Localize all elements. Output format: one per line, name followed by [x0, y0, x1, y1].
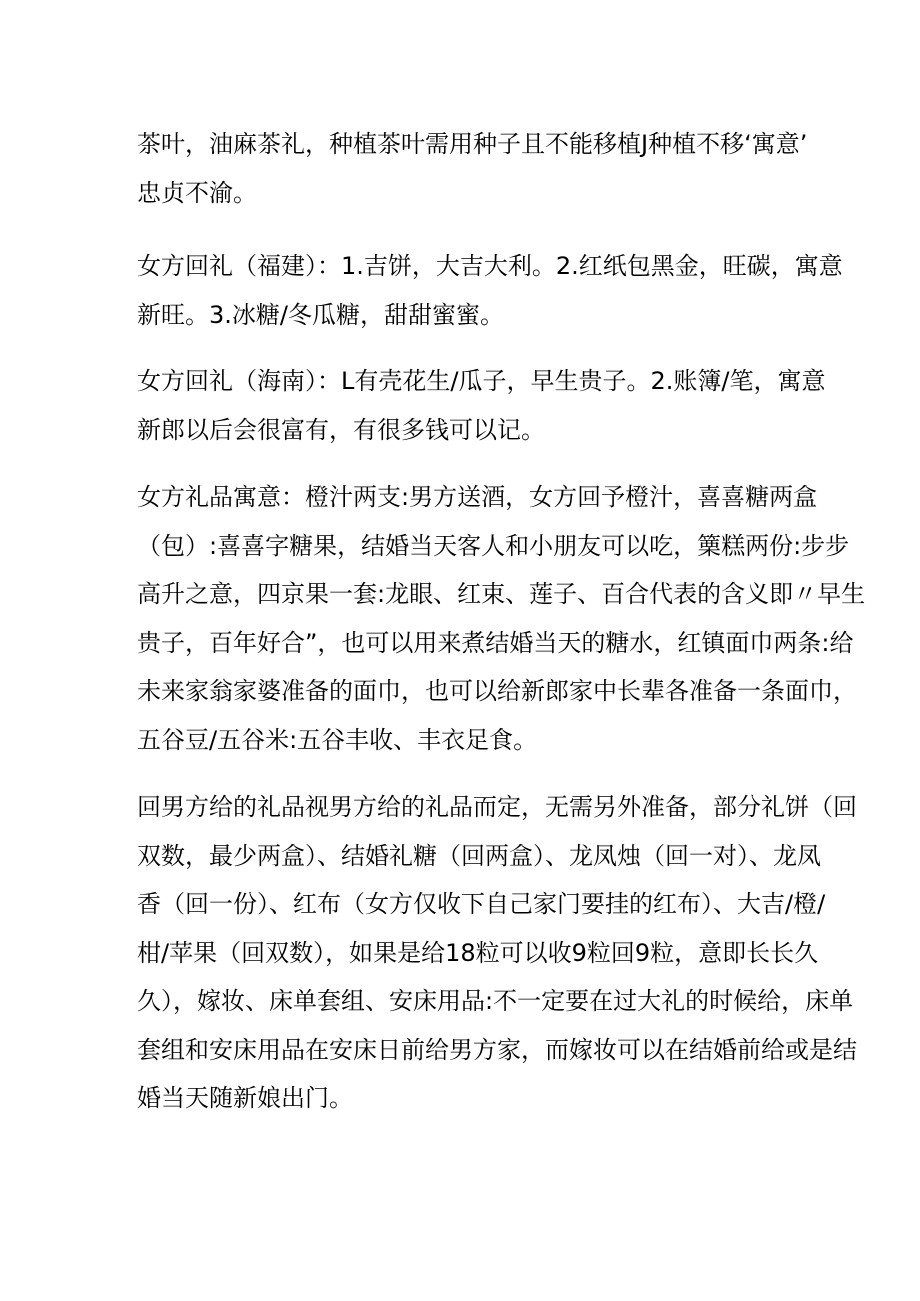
- text-line: 婚当天随新娘出门。: [137, 1084, 353, 1112]
- text-line: 香（回一份）、红布（女方仅收下自己家门要挂的红布）、大吉/橙/: [137, 890, 826, 918]
- text-line: 忠贞不渝。: [137, 178, 257, 207]
- paragraph-gift-meanings: [137, 473, 865, 764]
- text-line: 贵子，百年好合”，也可以用来煮结婚当天的糖水，红镇面巾两条:给: [137, 628, 854, 657]
- text-line: 未来家翁家婆准备的面巾，也可以给新郎家中长辈各准备一条面巾，: [137, 677, 857, 705]
- text-line: 双数，最少两盒）、结婚礼糖（回两盒）、龙凤烛（回一对）、龙凤: [137, 841, 821, 870]
- text-line: 柑/苹果（回双数），如果是给18粒可以收9粒回9粒，意即长长久: [137, 938, 819, 967]
- paragraph-return-to-groom: [137, 783, 857, 1123]
- text-line: 高升之意，四京果一套:龙眼、红束、莲子、百合代表的含义即〃早生: [137, 580, 866, 608]
- text-line: （包）:喜喜字糖果，结婚当天客人和小朋友可以吃，篥糕两份:步步: [137, 531, 850, 560]
- text-line: 五谷豆/五谷米:五谷丰收、丰衣足食。: [137, 725, 538, 754]
- text-line: 新郎以后会很富有，有很多钱可以记。: [137, 415, 545, 444]
- text-line: 回男方给的礼品视男方给的礼品而定，无需另外准备，部分礼饼（回: [137, 793, 857, 821]
- paragraph-hainan-return-gift: [137, 357, 825, 454]
- text-line: 女方回礼（福建）：1.吉饼，大吉大利。2.红纸包黑金，旺碳，寓意: [137, 252, 843, 280]
- text-line: 茶叶，油麻茶礼，种植茶叶需用种子且不能移植J种植不移‘寓意’: [137, 130, 808, 158]
- text-line: 女方回礼（海南）：L有壳花生/瓜子，早生贵子。2.账簿/笔，寓意: [137, 367, 826, 395]
- text-line: 久），嫁妆、床单套组、安床用品:不一定要在过大礼的时候给，床单: [137, 987, 854, 1015]
- text-line: 女方礼品寓意：橙汁两支:男方送酒，女方回予橙汁，喜喜糖两盒: [137, 483, 818, 511]
- paragraph-tea-gift: [137, 120, 807, 217]
- text-line: 新旺。3.冰糖/冬瓜糖，甜甜蜜蜜。: [137, 300, 504, 329]
- paragraph-fujian-return-gift: [137, 242, 843, 339]
- text-line: 套组和安床用品在安床日前给男方家，而嫁妆可以在结婚前给或是结: [137, 1035, 857, 1064]
